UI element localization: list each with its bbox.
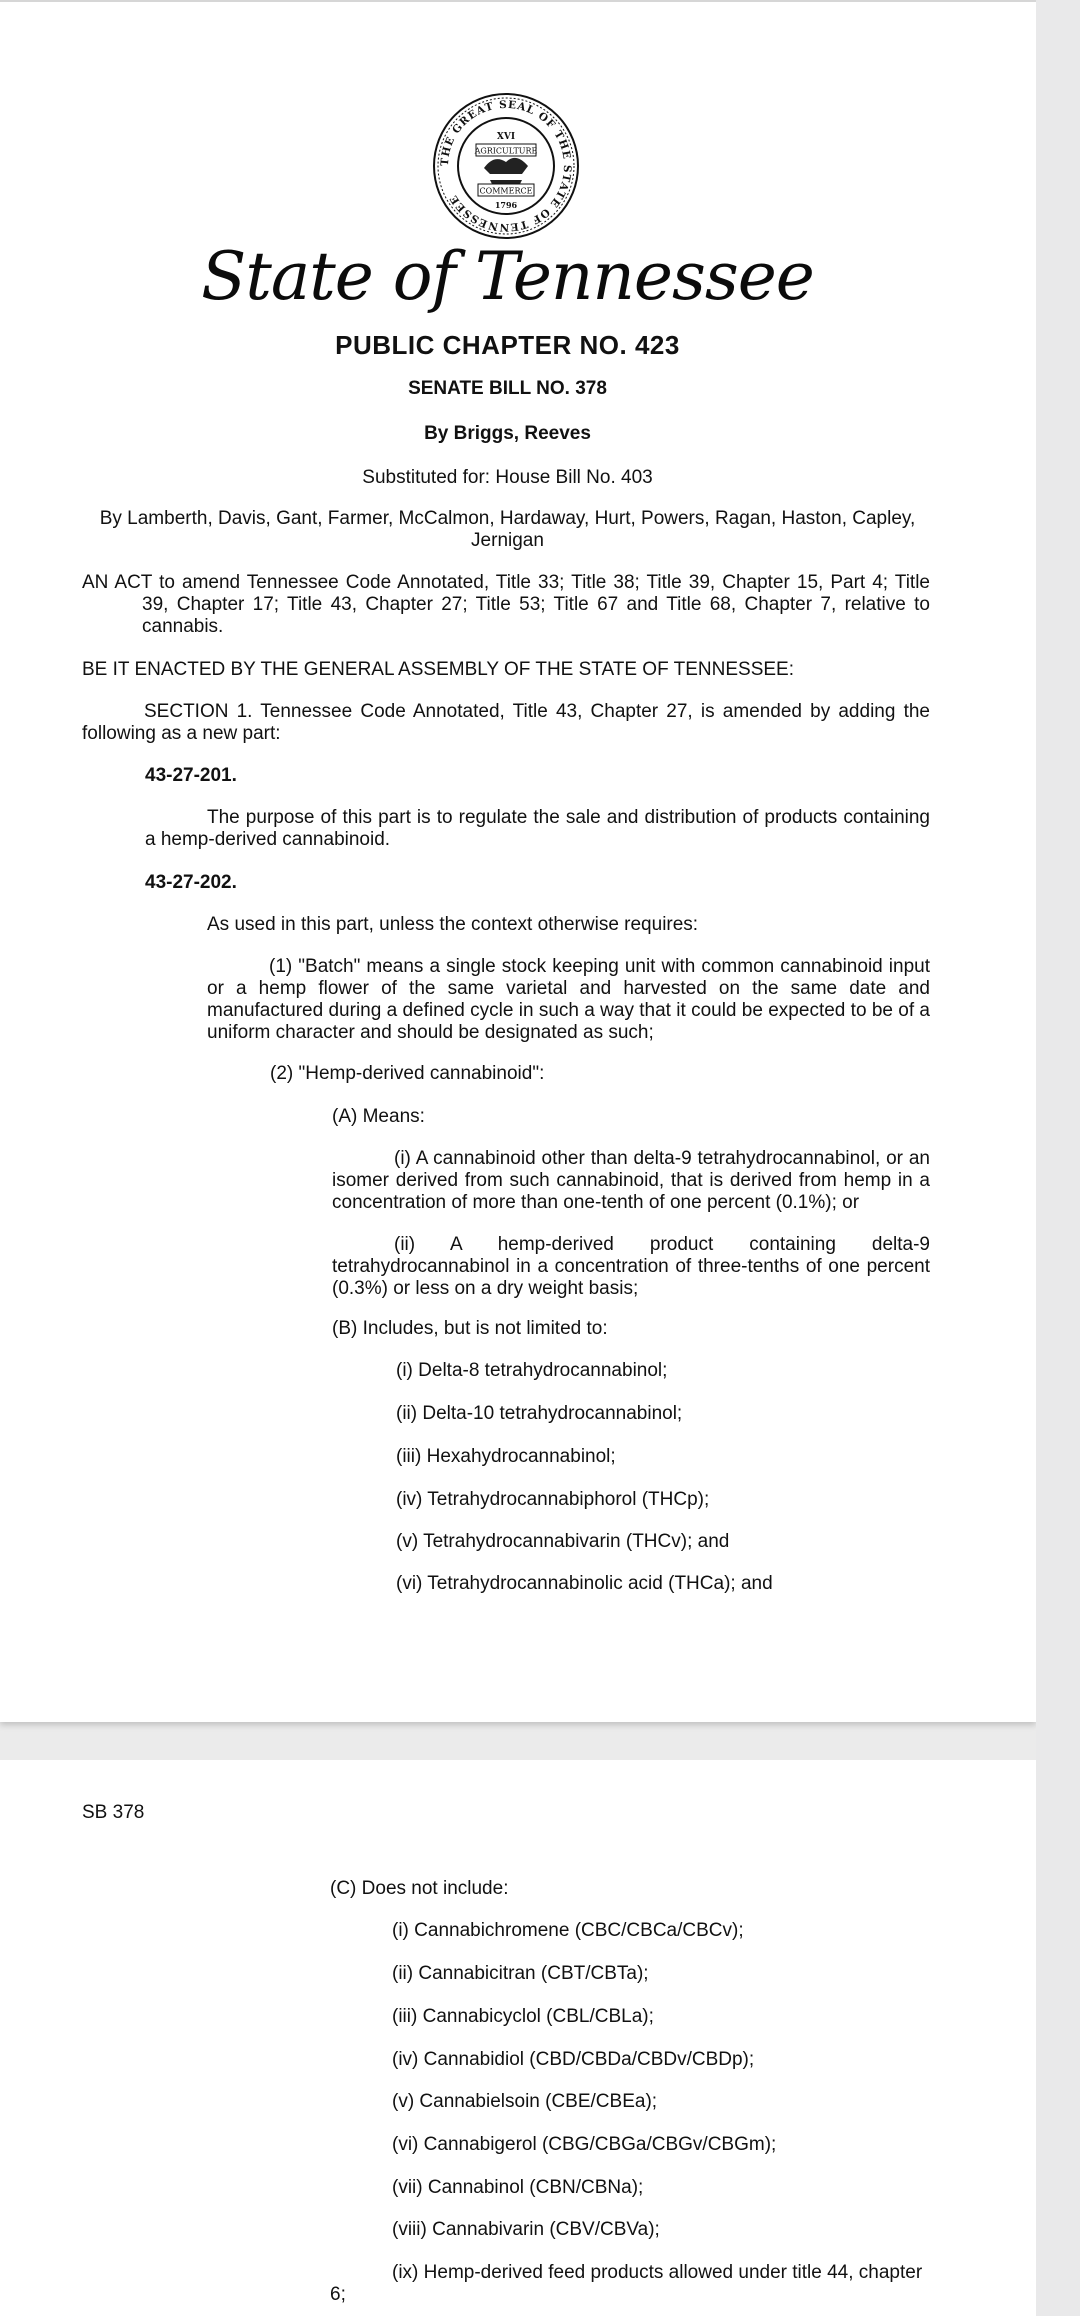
list-item: (vi) Cannabigerol (CBG/CBGa/CBGv/CBGm); [392, 2134, 777, 2155]
list-item: (ii) Delta-10 tetrahydrocannabinol; [396, 1403, 683, 1424]
list-item: (ii) Cannabicitran (CBT/CBTa); [392, 1963, 649, 1984]
list-item: (vii) Cannabinol (CBN/CBNa); [392, 2177, 644, 2198]
seal-year: 1796 [494, 200, 518, 210]
means-heading: (A) Means: [332, 1106, 425, 1127]
state-title: State of Tennessee [201, 238, 814, 315]
list-item: (iii) Cannabicyclol (CBL/CBLa); [392, 2006, 654, 2027]
seal-number: XVI [496, 132, 516, 142]
purpose-paragraph: The purpose of this part is to regulate the sale and distribution of products containing a hemp-derived cannabinoid. [145, 807, 930, 850]
seal-commerce: COMMERCE [479, 186, 533, 196]
list-item: (i) Cannabichromene (CBC/CBCa/CBCv); [392, 1920, 744, 1941]
section-heading-43-27-201: 43-27-201. [145, 765, 237, 786]
list-item: (v) Tetrahydrocannabivarin (THCv); and [396, 1531, 730, 1552]
bill-sponsors: By Briggs, Reeves [424, 423, 591, 444]
document-page-2 [0, 1760, 1036, 2316]
public-chapter-title: PUBLIC CHAPTER NO. 423 [335, 330, 680, 360]
list-item: (v) Cannabielsoin (CBE/CBEa); [392, 2091, 658, 2112]
enacting-clause: BE IT ENACTED BY THE GENERAL ASSEMBLY OF THE STATE OF TENNESSEE: [82, 659, 794, 680]
section-1: SECTION 1. Tennessee Code Annotated, Title 43, Chapter 27, is amended by adding the following as a new part: [82, 701, 930, 744]
scrollbar-track[interactable] [1036, 0, 1080, 2316]
page-top-border [0, 0, 1036, 2]
includes-heading: (B) Includes, but is not limited to: [332, 1318, 608, 1339]
house-cosponsors: By Lamberth, Davis, Gant, Farmer, McCalmon, Hardaway, Hurt, Powers, Ragan, Haston, Capley, Jernigan [99, 508, 916, 551]
means-item-i: (i) A cannabinoid other than delta-9 tetrahydrocannabinol, or an isomer derived from such cannabinoid, that is derived from hemp in a concentration of more than one-tenth of one percent (0.1%); or [332, 1148, 930, 1213]
act-caption: AN ACT to amend Tennessee Code Annotated, Title 33; Title 38; Title 39, Chapter 15, Part 4; Title 39, Chapter 17; Title 43, Chapter 27; Title 53; Title 67 and Title 68, Chapter 7, relative to cannabis. [82, 572, 930, 637]
definition-batch: (1) "Batch" means a single stock keeping unit with common cannabinoid input or a hemp flower of the same varietal and harvested on the same date and manufactured during a defined cycle in such a way that it could be expected to be of a uniform character and should be designated as such; [207, 956, 930, 1043]
senate-bill-number: SENATE BILL NO. 378 [408, 378, 607, 399]
does-not-include-heading: (C) Does not include: [330, 1878, 509, 1899]
definitions-intro: As used in this part, unless the context otherwise requires: [207, 914, 699, 935]
list-item: (vi) Tetrahydrocannabinolic acid (THCa); and [396, 1573, 773, 1594]
seal-agriculture: AGRICULTURE [474, 146, 538, 156]
section-heading-43-27-202: 43-27-202. [145, 872, 237, 893]
tennessee-state-seal [432, 92, 580, 240]
list-item: (i) Delta-8 tetrahydrocannabinol; [396, 1360, 668, 1381]
means-item-ii: (ii) A hemp-derived product containing delta-9 tetrahydrocannabinol in a concentration of three-tenths of one percent (0.3%) or less on a dry weight basis; [332, 1234, 930, 1299]
list-item: (iii) Hexahydrocannabinol; [396, 1446, 616, 1467]
excludes-item-ix: (ix) Hemp-derived feed products allowed under title 44, chapter 6; [330, 2262, 923, 2305]
substituted-for: Substituted for: House Bill No. 403 [362, 467, 653, 488]
list-item: (viii) Cannabivarin (CBV/CBVa); [392, 2219, 660, 2240]
list-item: (iv) Tetrahydrocannabiphorol (THCp); [396, 1489, 710, 1510]
list-item: (iv) Cannabidiol (CBD/CBDa/CBDv/CBDp); [392, 2049, 755, 2070]
page-header-bill-ref: SB 378 [82, 1802, 145, 1823]
seal-ring-text: THE GREAT SEAL OF THE STATE OF TENNESSEE [438, 98, 574, 234]
definition-hemp-derived-cannabinoid: (2) "Hemp-derived cannabinoid": [270, 1063, 545, 1084]
